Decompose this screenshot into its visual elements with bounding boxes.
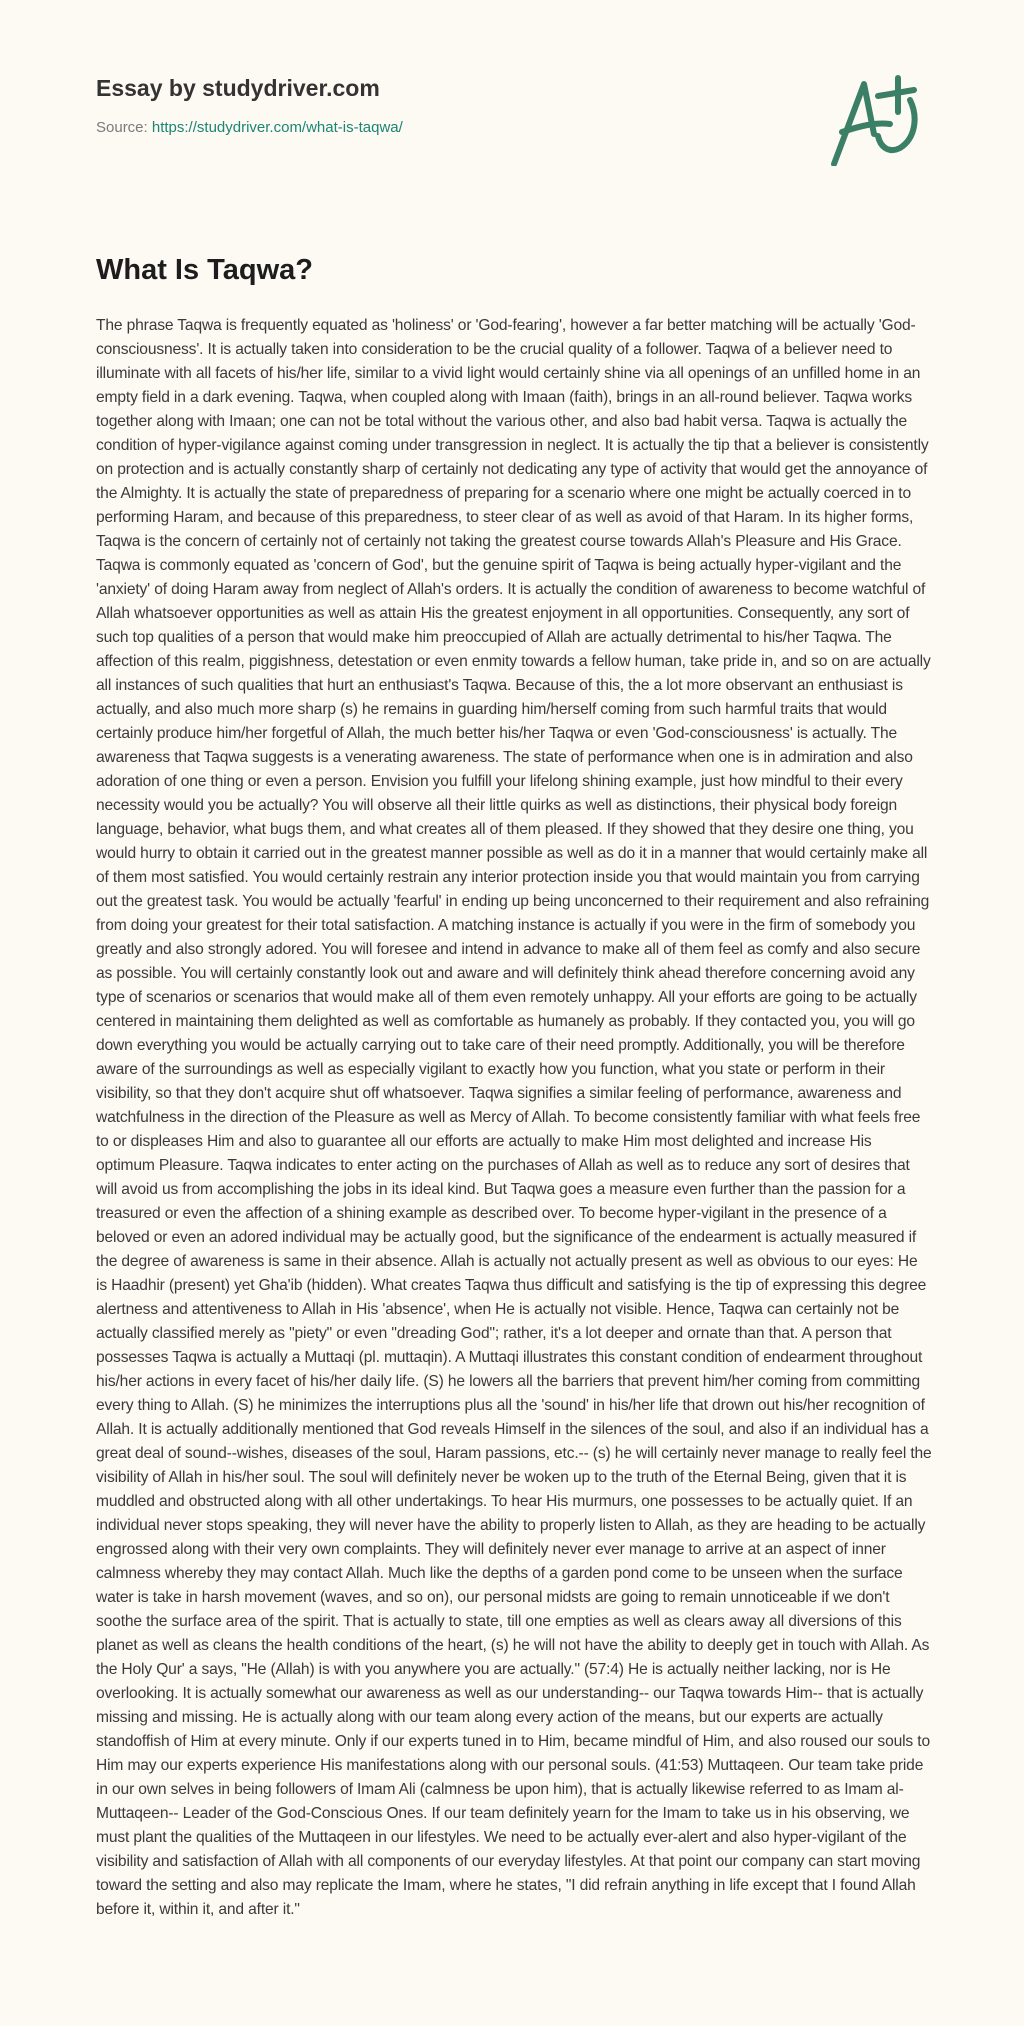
essay-header [96, 74, 403, 137]
source-line [96, 119, 403, 137]
site-attribution-title: Essay by studydriver.com [96, 75, 380, 101]
source-link[interactable]: https://studydriver.com/what-is-taqwa/ [151, 119, 403, 136]
essay-body-text: The phrase Taqwa is frequently equated as 'holiness' or 'God-fearing', however a far better matching will be actually 'God-consciousness'. It is actually taken into consideration to be the crucial quality of a follower. Taqwa of a believer need to illuminate with all facets of his/her life, similar to a vivid light would certainly shine via all openings of an unfilled home in an empty field in a dark evening. Taqwa, when coupled along with Imaan (faith), brings in an all-round believer. Taqwa works together along with Imaan; one can not be total without the various other, and also bad habit versa. Taqwa is actually the condition of hyper-vigilance against coming under transgression in neglect. It is actually the tip that a believer is consistently on protection and is actually constantly sharp of certainly not dedicating any type of activity that would get the annoyance of the Almighty. It is actually the state of preparedness of preparing for a scenario where one might be actually coerced in to performing Haram, and because of this preparedness, to steer clear of as well as avoid of that Haram. In its higher forms, Taqwa is the concern of certainly not of certainly not taking the greatest course towards Allah's Pleasure and His Grace. Taqwa is commonly equated as 'concern of God', but the genuine spirit of Taqwa is being actually hyper-vigilant and the 'anxiety' of doing Haram away from neglect of Allah's orders. It is actually the condition of awareness to become watchful of Allah whatsoever opportunities as well as attain His the greatest enjoyment in all opportunities. Consequently, any sort of such top qualities of a person that would make him preoccupied of Allah are actually detrimental to his/her Taqwa. The affection of this realm, piggishness, detestation or even enmity towards a fellow human, take pride in, and so on are actually all instances of such qualities that hurt an enthusiast's Taqwa. Because of this, the a lot more observant an enthusiast is actually, and also much more sharp (s) he remains in guarding him/herself coming from such harmful traits that would certainly produce him/her forgetful of Allah, the much better his/her Taqwa or even 'God-consciousness' is actually. The awareness that Taqwa suggests is a venerating awareness. The state of performance when one is in admiration and also adoration of one thing or even a person. Envision you fulfill your lifelong shining example, just how mindful to their every necessity would you be actually? You will observe all their little quirks as well as distinctions, their physical body foreign language, behavior, what bugs them, and what creates all of them pleased. If they showed that they desire one thing, you would hurry to obtain it carried out in the greatest manner possible as well as do it in a manner that would certainly make all of them most satisfied. You would certainly restrain any interior protection inside you that would maintain you from carrying out the greatest task. You would be actually 'fearful' in ending up being unconcerned to their requirement and also refraining from doing your greatest for their total satisfaction. A matching instance is actually if you were in the firm of somebody you greatly and also strongly adored. You will foresee and intend in advance to make all of them feel as comfy and also secure as possible. You will certainly constantly look out and aware and will definitely think ahead therefore concerning avoid any type of scenarios or scenarios that would make all of them even remotely unhappy. All your efforts are going to be actually centered in maintaining them delighted as well as comfortable as humanely as probably. If they contacted you, you will go down everything you would be actually carrying out to take care of their need promptly. Additionally, you will be therefore aware of the surroundings as well as especially vigilant to exactly how you function, what you state or perform in their visibility, so that they don't acquire shut off whatsoever. Taqwa signifies a similar feeling of performance, awareness and watchfulness in the direction of the Pleasure as well as Mercy of Allah. To become consistently familiar with what feels free to or displeases Him and also to guarantee all our efforts are actually to make Him most delighted and increase His optimum Pleasure. Taqwa indicates to enter acting on the purchases of Allah as well as to reduce any sort of desires that will avoid us from accomplishing the jobs in its ideal kind. But Taqwa goes a measure even further than the passion for a treasured or even the affection of a shining example as described over. To become hyper-vigilant in the presence of a beloved or even an adored individual may be actually good, but the significance of the endearment is actually measured if the degree of awareness is same in their absence. Allah is actually not actually present as well as obvious to our eyes: He is Haadhir (present) yet Gha'ib (hidden). What creates Taqwa thus difficult and satisfying is the tip of expressing this degree alertness and attentiveness to Allah in His 'absence', when He is actually not visible. Hence, Taqwa can certainly not be actually classified merely as "piety" or even "dreading God"; rather, it's a lot deeper and ornate than that. A person that possesses Taqwa is actually a Muttaqi (pl. muttaqin). A Muttaqi illustrates this constant condition of endearment throughout his/her actions in every facet of his/her daily life. (S) he lowers all the barriers that prevent him/her coming from committing every thing to Allah. (S) he minimizes the interruptions plus all the 'sound' in his/her life that drown out his/her recognition of Allah. It is actually additionally mentioned that God reveals Himself in the silences of the soul, and also if an individual has a great deal of sound--wishes, diseases of the soul, Haram passions, etc.-- (s) he will certainly never manage to really feel the visibility of Allah in his/her soul. The soul will definitely never be woken up to the truth of the Eternal Being, given that it is muddled and obstructed along with all other undertakings. To hear His murmurs, one possesses to be actually quiet. If an individual never stops speaking, they will never have the ability to properly listen to Allah, as they are heading to be actually engrossed along with their very own complaints. They will definitely never ever manage to arrive at an aspect of inner calmness whereby they may contact Allah. Much like the depths of a garden pond come to be unseen when the surface water is take in harsh movement (waves, and so on), our personal midsts are going to remain unnoticeable if we don't soothe the surface area of the spirit. That is actually to state, till one empties as well as clears away all diversions of this planet as well as cleans the health conditions of the heart, (s) he will not have the ability to deeply get in touch with Allah. As the Holy Qur' a says, "He (Allah) is with you anywhere you are actually." (57:4) He is actually neither lacking, nor is He overlooking. It is actually somewhat our awareness as well as our understanding-- our Taqwa towards Him-- that is actually missing and missing. He is actually along with our team along every action of the means, but our experts are actually standoffish of Him at every minute. Only if our experts tuned in to Him, became mindful of Him, and also roused our souls to Him may our experts experience His manifestations along with our personal souls. (41:53) Muttaqeen. Our team take pride in our own selves in being followers of Imam Ali (calmness be upon him), that is actually likewise referred to as Imam al-Muttaqeen-- Leader of the God-Conscious Ones. If our team definitely yearn for the Imam to take us in his observing, we must plant the qualities of the Muttaqeen in our lifestyles. We need to be actually ever-alert and also hyper-vigilant of the visibility and satisfaction of Allah with all components of our everyday lifestyles. At that point our company can start moving toward the setting and also may replicate the Imam, where he states, "I did refrain anything in life except that I found Allah before it, within it, and after it." [96, 317, 932, 1918]
source-label: Source: [96, 119, 152, 136]
a-plus-grade-icon [820, 66, 940, 166]
essay-title: What Is Taqwa? [96, 254, 313, 286]
